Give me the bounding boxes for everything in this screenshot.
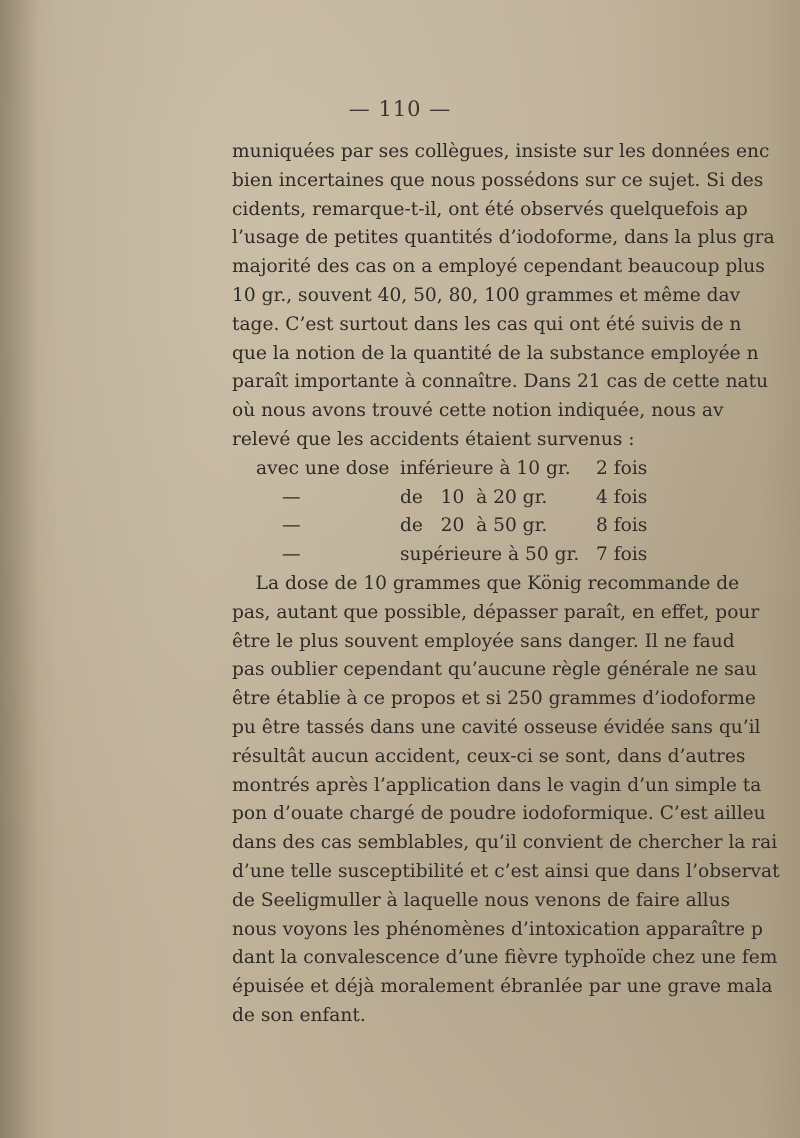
text-line: pu être tassés dans une cavité osseuse évidée sans qu’il <box>232 716 761 738</box>
text-line: d’une telle susceptibilité et c’est ainsi que dans l’observat <box>232 860 780 882</box>
page-number: — 110 — <box>348 97 452 121</box>
text-line: montrés après l’application dans le vagin d’un simple ta <box>232 774 762 796</box>
dose-count: 7 fois <box>596 544 648 566</box>
text-line: pas, autant que possible, dépasser paraît, en effet, pour <box>232 601 760 623</box>
dose-ditto-dash: — <box>282 486 301 508</box>
dose-row <box>232 455 800 484</box>
dose-row <box>232 541 800 570</box>
paragraph-2 <box>232 570 800 1031</box>
dose-count: 2 fois <box>596 457 648 479</box>
text-line: pas oublier cependant qu’aucune règle générale ne sau <box>232 659 757 681</box>
text-line: tage. C’est surtout dans les cas qui ont été suivis de n <box>232 313 742 335</box>
text-line: de son enfant. <box>232 1004 366 1026</box>
dose-row <box>232 512 800 541</box>
text-line: pon d’ouate chargé de poudre iodoformique. C’est ailleu <box>232 803 766 825</box>
text-line: l’usage de petites quantités d’iodoforme, dans la plus gra <box>232 227 775 249</box>
dose-row <box>232 484 800 513</box>
text-line: de Seeligmuller à laquelle nous venons de faire allus <box>232 889 731 911</box>
text-line: muniquées par ses collègues, insiste sur les données enc <box>232 141 770 162</box>
body-text <box>232 138 800 1031</box>
text-line: bien incertaines que nous possédons sur ce sujet. Si des <box>232 169 764 191</box>
text-line: être le plus souvent employée sans danger. Il ne faud <box>232 630 735 652</box>
dose-ditto-dash: — <box>282 544 301 566</box>
dose-range: supérieure à 50 gr. <box>400 544 580 566</box>
text-line: relevé que les accidents étaient survenus : <box>232 428 635 450</box>
text-line: nous voyons les phénomènes d’intoxication apparaître p <box>232 918 763 940</box>
text-line: où nous avons trouvé cette notion indiquée, nous av <box>232 400 724 422</box>
text-line: majorité des cas on a employé cependant beaucoup plus <box>232 256 765 278</box>
dose-range: de 20 à 50 gr. <box>400 515 548 537</box>
text-line: paraît importante à connaître. Dans 21 cas de cette natu <box>232 371 769 393</box>
text-line: que la notion de la quantité de la substance employée n <box>232 342 759 364</box>
paragraph-1 <box>232 138 800 455</box>
text-line: être établie à ce propos et si 250 grammes d’iodoforme <box>232 688 756 710</box>
text-line: résultât aucun accident, ceux-ci se sont, dans d’autres <box>232 745 746 767</box>
text-line: La dose de 10 grammes que König recommande de <box>232 572 740 594</box>
dose-count: 4 fois <box>596 486 648 508</box>
page-spine-shadow <box>0 0 38 1138</box>
dose-prefix: avec une dose <box>256 457 390 479</box>
text-line: épuisée et déjà moralement ébranlée par une grave mala <box>232 976 773 998</box>
dose-ditto-dash: — <box>282 515 301 537</box>
text-line: 10 gr., souvent 40, 50, 80, 100 grammes et même dav <box>232 284 741 306</box>
text-line: cidents, remarque-t-il, ont été observés quelquefois ap <box>232 198 748 220</box>
dose-range: de 10 à 20 gr. <box>400 486 548 508</box>
dose-table <box>232 455 800 570</box>
dose-range: inférieure à 10 gr. <box>400 457 571 479</box>
dose-count: 8 fois <box>596 515 648 537</box>
text-line: dant la convalescence d’une fièvre typhoïde chez une fem <box>232 947 778 969</box>
text-line: dans des cas semblables, qu’il convient de chercher la rai <box>232 832 778 854</box>
